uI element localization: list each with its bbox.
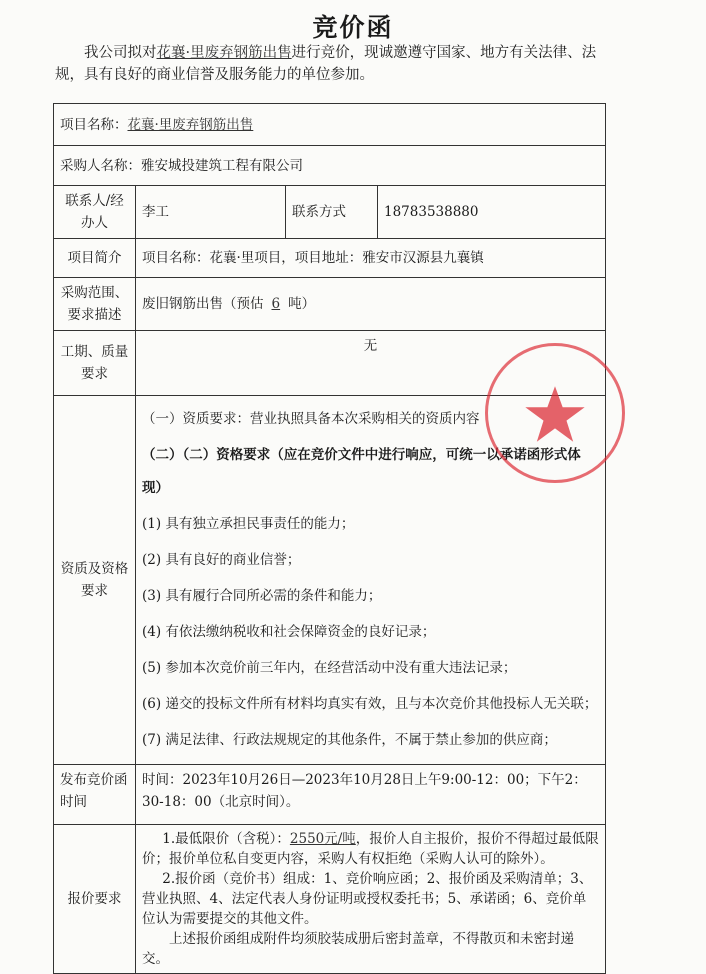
phone-label: 联系方式 <box>286 186 378 239</box>
company-seal <box>485 343 625 483</box>
time-label: 发布竞价函时间 <box>54 765 136 825</box>
qual-item: (1) 具有独立承担民事责任的能力； <box>142 516 355 532</box>
purchaser-label: 采购人名称： <box>60 157 141 174</box>
time: 时间：2023年10月26日—2023年10月28日上午9:00-12：00；下午2：30-18：00（北京时间）。 <box>136 765 606 825</box>
qual-item: (3) 具有履行合同所必需的条件和能力； <box>142 588 382 604</box>
scope-pre: 废旧钢筋出售（预估 <box>142 296 264 312</box>
quote-3: 上述报价函组成附件均须胶装成册后密封盖章，不得散页和未密封递交。 <box>142 931 574 967</box>
contact-label: 联系人/经办人 <box>54 186 136 239</box>
purchaser: 雅安城投建筑工程有限公司 <box>141 157 303 174</box>
qual-item: （一）资质要求：营业执照具备本次采购相关的资质内容 <box>142 411 480 427</box>
scope <box>136 278 606 331</box>
contact: 李工 <box>136 186 286 239</box>
period-label: 工期、质量要求 <box>54 331 136 396</box>
qual-item: （二）（二）资格要求（应在竞价文件中进行响应，可统一以承诺函形式体现） <box>142 447 581 496</box>
qual-item: (5) 参加本次竞价前三年内，在经营活动中没有重大违法记录； <box>142 660 517 676</box>
seal-star-icon <box>488 346 622 480</box>
quote-1-post: ，报价人自主报价，报价不得超过最低限价；报价单位私自变更内容，采购人有权拒绝（采购人认可的除外）。 <box>142 831 599 867</box>
project-name: 花襄·里废弃钢筋出售 <box>127 116 254 133</box>
bid-table <box>53 103 606 974</box>
summary-label: 项目简介 <box>54 239 136 278</box>
intro-paragraph <box>55 42 615 86</box>
quote-label: 报价要求 <box>54 825 136 974</box>
quote-1 <box>142 829 599 869</box>
scope-label: 采购范围、要求描述 <box>54 278 136 331</box>
page-title: 竞价函 <box>312 13 394 42</box>
intro-post: 进行竞价，现诚邀遵守国家、地方有关法律、法规，具有良好的商业信誉及服务能力的单位参加。 <box>55 45 597 83</box>
project-name-row <box>54 104 606 146</box>
qual-item: (7) 满足法律、行政法规规定的其他条件，不属于禁止参加的供应商； <box>142 732 557 748</box>
quote-1-pre: 1.最低限价（含税）： <box>162 831 290 847</box>
quote-2: 2.报价函（竞价书）组成：1、竞价响应函；2、报价函及采购清单；3、营业执照、4、法定代表人身份证明或授权委托书；5、承诺函；6、竞价单位认为需要提交的其他文件。 <box>142 871 593 927</box>
summary: 项目名称：花襄·里项目，项目地址：雅安市汉源县九襄镇 <box>136 239 606 278</box>
purchaser-row <box>54 146 606 186</box>
scope-qty: 6 <box>271 296 281 312</box>
scope-post: 吨） <box>288 296 316 312</box>
qual-label: 资质及资格要求 <box>54 396 136 765</box>
quote-requirements <box>136 825 606 974</box>
period: 无 <box>136 331 606 396</box>
project-name-label: 项目名称： <box>60 116 128 133</box>
intro-project: 花襄·里废弃钢筋出售 <box>156 45 292 61</box>
intro-pre: 我公司拟对 <box>84 45 157 61</box>
qual-item: (6) 递交的投标文件所有材料均真实有效，且与本次竞价其他投标人无关联； <box>142 696 598 712</box>
qual-item: (2) 具有良好的商业信誉； <box>142 552 301 568</box>
quote-price: 2550元/吨 <box>289 831 356 847</box>
phone: 18783538880 <box>378 186 606 239</box>
qual-item: (4) 有依法缴纳税收和社会保障资金的良好记录； <box>142 624 436 640</box>
